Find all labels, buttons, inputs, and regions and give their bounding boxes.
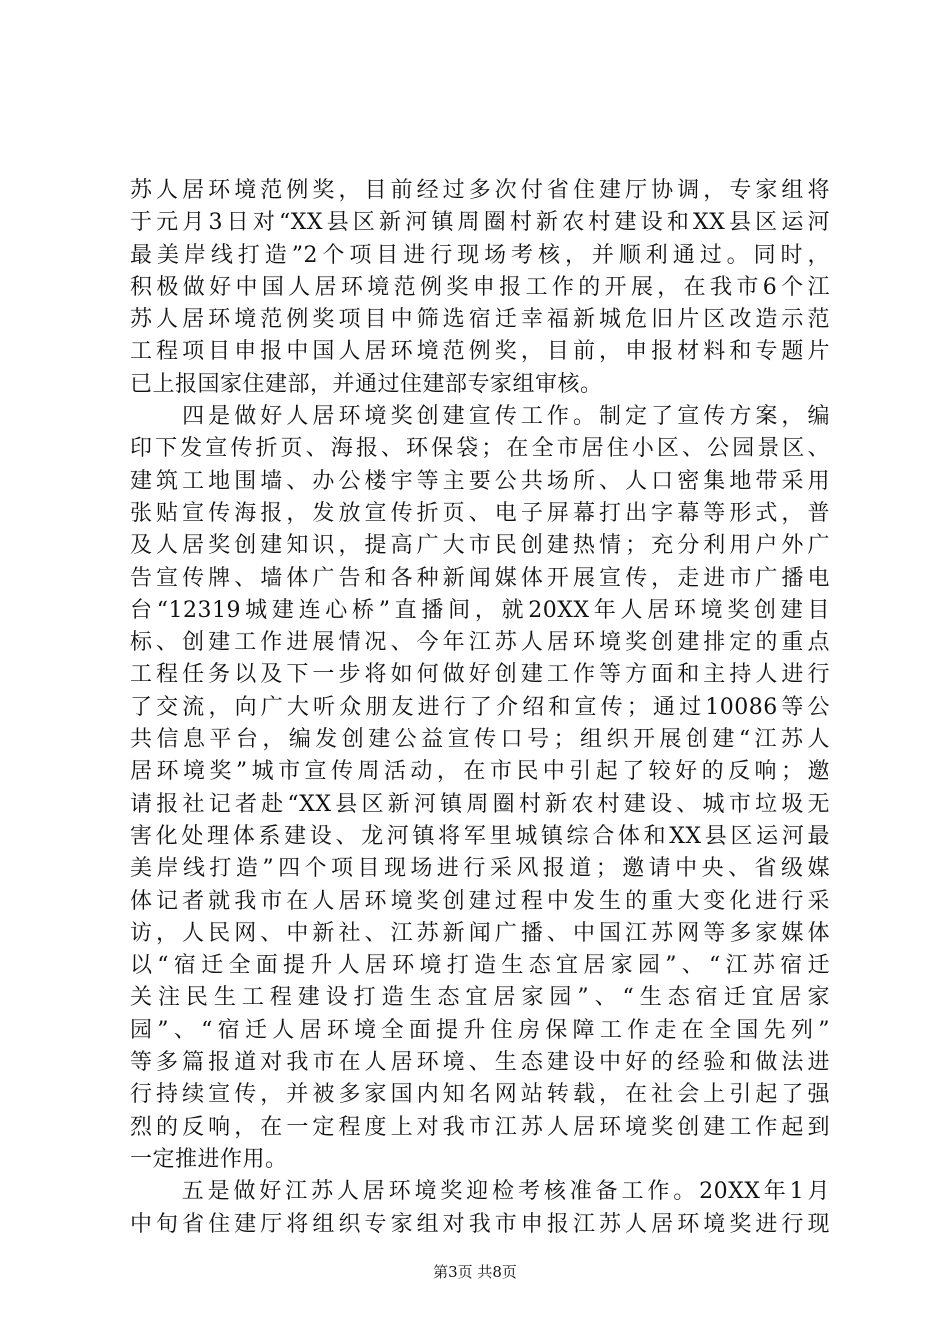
text-line: 共信息平台，编发创建公益宣传口号；组织开展创建“江苏人	[130, 727, 830, 753]
text-line: 标、创建工作进展情况、今年江苏人居环境奖创建排定的重点	[130, 630, 830, 656]
text-line: 害化处理体系建设、龙河镇将军里城镇综合体和XX县区运河最	[130, 823, 830, 849]
text-line: 美岸线打造”四个项目现场进行采风报道；邀请中央、省级媒	[130, 856, 830, 882]
text-line: 五是做好江苏人居环境奖迎检考核准备工作。20XX年1月	[130, 1179, 830, 1205]
text-line: 印下发宣传折页、海报、环保袋；在全市居住小区、公园景区、	[130, 436, 830, 462]
text-line: 行持续宣传，并被多家国内知名网站转载，在社会上引起了强	[130, 1082, 830, 1108]
text-line: 等多篇报道对我市在人居环境、生态建设中好的经验和做法进	[130, 1050, 830, 1076]
text-line: 告宣传牌、墙体广告和各种新闻媒体开展宣传，走进市广播电	[130, 565, 830, 591]
text-line: 台“12319城建连心桥”直播间，就20XX年人居环境奖创建目	[130, 597, 830, 623]
text-line: 关注民生工程建设打造生态宜居家园”、“生态宿迁宜居家	[130, 985, 830, 1011]
text-line: 园”、“宿迁人居环境全面提升住房保障工作走在全国先列”	[130, 1017, 830, 1043]
page-footer: 第3页 共8页	[433, 1263, 517, 1281]
text-line: 中旬省住建厅将组织专家组对我市申报江苏人居环境奖进行现	[130, 1211, 830, 1237]
text-line: 一定推进作用。	[130, 1146, 288, 1172]
text-line: 于元月3日对“XX县区新河镇周圈村新农村建设和XX县区运河	[130, 210, 830, 236]
text-line: 四是做好人居环境奖创建宣传工作。制定了宣传方案，编	[130, 404, 830, 430]
text-line: 及人居奖创建知识，提高广大市民创建热情；充分利用户外广	[130, 533, 830, 559]
text-line: 张贴宣传海报，发放宣传折页、电子屏幕打出字幕等形式，普	[130, 500, 830, 526]
text-line: 苏人居环境范例奖项目中筛选宿迁幸福新城危旧片区改造示范	[130, 307, 830, 333]
document-body	[130, 175, 830, 1241]
text-line: 体记者就我市在人居环境奖创建过程中发生的重大变化进行采	[130, 888, 830, 914]
text-line: 以“宿迁全面提升人居环境打造生态宜居家园”、“江苏宿迁	[130, 953, 830, 979]
text-line: 请报社记者赴“XX县区新河镇周圈村新农村建设、城市垃圾无	[130, 791, 830, 817]
text-line: 居环境奖”城市宣传周活动，在市民中引起了较好的反响；邀	[130, 759, 830, 785]
text-line: 积极做好中国人居环境范例奖申报工作的开展，在我市6个江	[130, 274, 830, 300]
text-line: 工程任务以及下一步将如何做好创建工作等方面和主持人进行	[130, 662, 830, 688]
text-line: 访，人民网、中新社、江苏新闻广播、中国江苏网等多家媒体	[130, 920, 830, 946]
text-line: 了交流，向广大听众朋友进行了介绍和宣传；通过10086等公	[130, 694, 830, 720]
text-line: 建筑工地围墙、办公楼宇等主要公共场所、人口密集地带采用	[130, 468, 830, 494]
text-line: 已上报国家住建部，并通过住建部专家组审核。	[130, 371, 603, 397]
text-line: 最美岸线打造”2个项目进行现场考核，并顺利通过。同时，	[130, 242, 830, 268]
text-line: 工程项目申报中国人居环境范例奖，目前，申报材料和专题片	[130, 339, 830, 365]
text-line: 苏人居环境范例奖，目前经过多次付省住建厅协调，专家组将	[130, 178, 830, 203]
text-line: 烈的反响，在一定程度上对我市江苏人居环境奖创建工作起到	[130, 1114, 830, 1140]
